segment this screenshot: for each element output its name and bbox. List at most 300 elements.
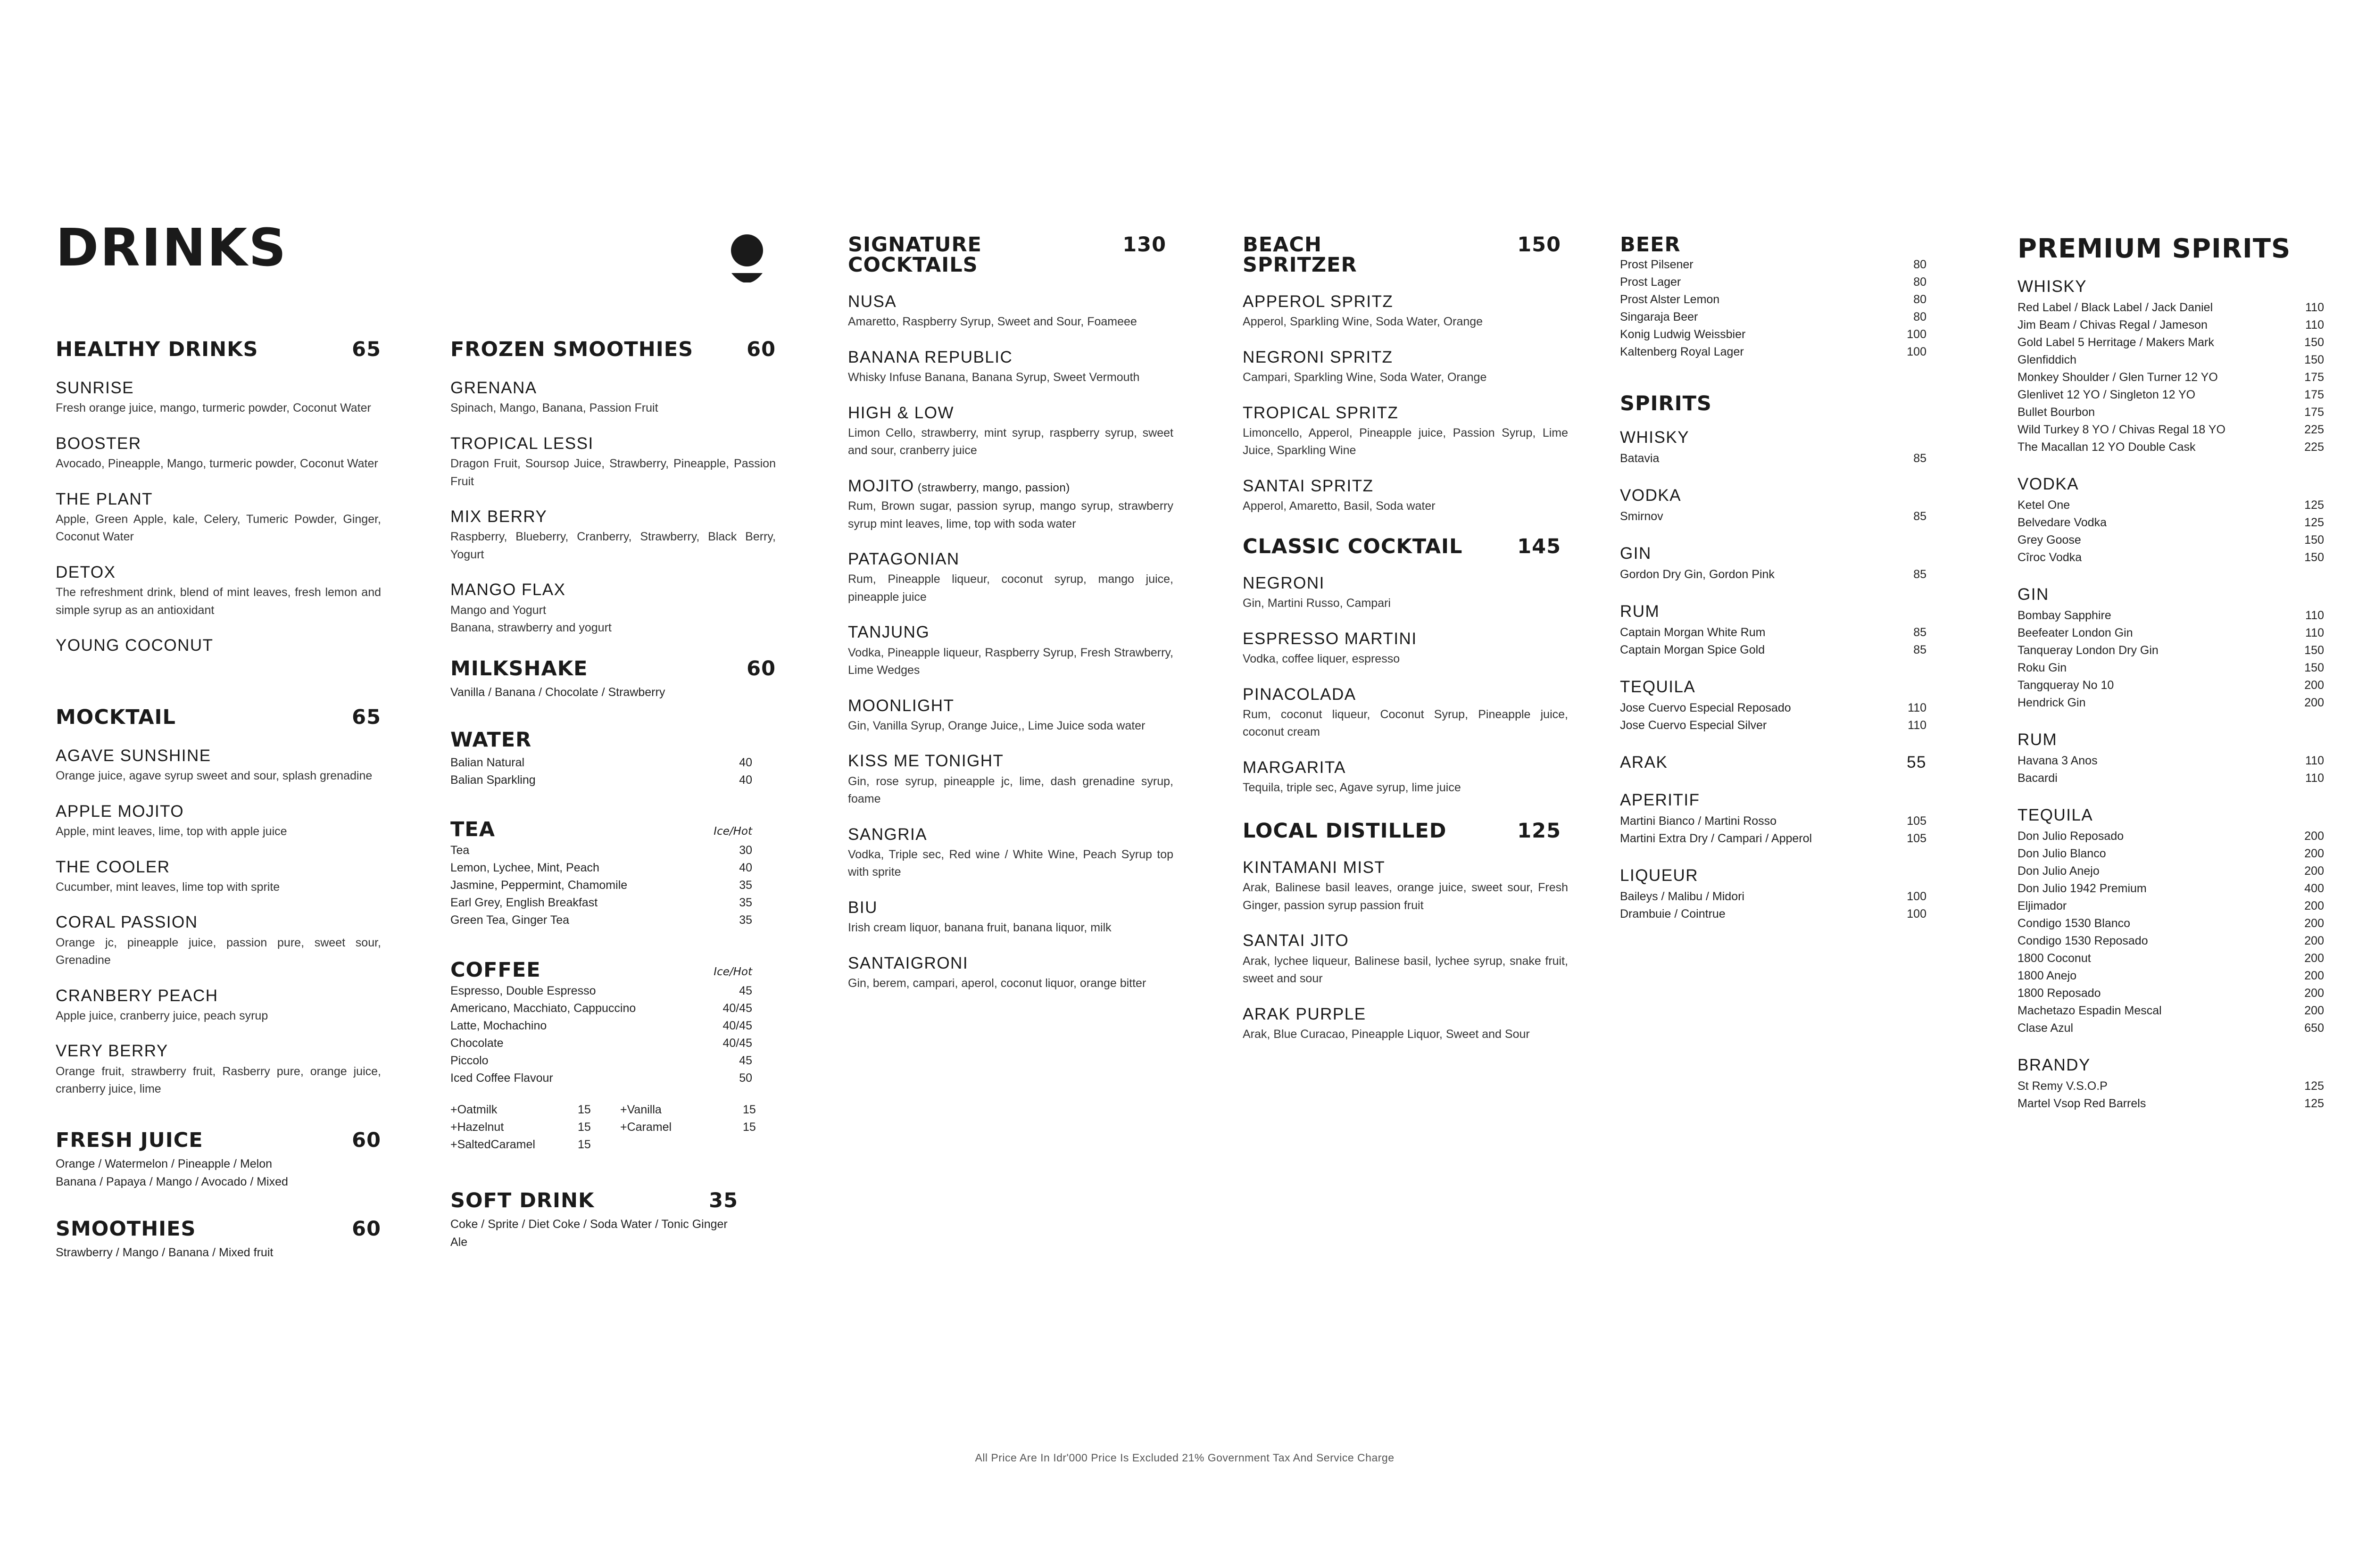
price-row xyxy=(2018,1002,2324,1020)
row-price: 100 xyxy=(1907,907,1926,921)
item-name: YOUNG COCONUT xyxy=(56,636,214,655)
menu-item xyxy=(848,404,1173,460)
row-price: 105 xyxy=(1907,832,1926,845)
section-title: BEER xyxy=(1620,233,1681,257)
item-desc: Arak, Balinese basil leaves, orange juice, sweet sour, Fresh Ginger, passion syrup passion fruit xyxy=(1243,881,1568,912)
item-name: MOJITO (strawberry, mango, passion) xyxy=(848,476,1070,495)
row-price: 125 xyxy=(2304,1079,2324,1093)
price-row xyxy=(450,772,752,789)
row-name: Red Label / Black Label / Jack Daniel xyxy=(2018,301,2213,314)
price-row xyxy=(1620,508,1926,525)
row-name: Jose Cuervo Especial Silver xyxy=(1620,719,1767,732)
item-desc: Spinach, Mango, Banana, Passion Fruit xyxy=(450,401,658,415)
spirit-group-title xyxy=(1620,866,1926,885)
item-desc: Apple, mint leaves, lime, top with apple juice xyxy=(56,825,287,838)
section-price: 130 xyxy=(1122,233,1166,257)
section-price: 60 xyxy=(747,338,776,361)
row-price: 125 xyxy=(2304,498,2324,512)
section-title: COCKTAILS xyxy=(848,253,978,277)
section-desc: Vanilla / Banana / Chocolate / Strawberry xyxy=(450,686,665,699)
item-name: SANGRIA xyxy=(848,825,928,844)
item-name: MOONLIGHT xyxy=(848,696,955,715)
spirit-group-title xyxy=(1620,678,1926,697)
row-price: 45 xyxy=(739,984,752,997)
section-title: SIGNATURE xyxy=(848,233,982,257)
section-desc: Banana / Papaya / Mango / Avocado / Mixed xyxy=(56,1175,288,1188)
row-name: Balian Sparkling xyxy=(450,773,536,787)
item-desc: Irish cream liquor, banana fruit, banana liquor, milk xyxy=(848,921,1112,934)
section-price: 125 xyxy=(1517,819,1561,843)
menu-item xyxy=(848,825,1173,881)
item-name: APPEROL SPRITZ xyxy=(1243,292,1394,311)
row-price: 200 xyxy=(2304,969,2324,982)
menu-item xyxy=(1243,758,1568,797)
item-desc: The refreshment drink, blend of mint leaves, fresh lemon and simple syrup as an antioxidant xyxy=(56,586,381,617)
item-desc: Apperol, Amaretto, Basil, Soda water xyxy=(1243,499,1436,513)
item-name: NEGRONI xyxy=(1243,574,1325,592)
spirit-group-rows xyxy=(1620,699,1926,734)
price-row xyxy=(2018,845,2324,863)
item-name: SANTAIGRONI xyxy=(848,954,969,972)
item-name: MANGO FLAX xyxy=(450,581,566,599)
group-name: RUM xyxy=(1620,602,1660,621)
group-name: APERITIF xyxy=(1620,791,1700,809)
price-row xyxy=(1620,641,1926,659)
price-row xyxy=(2018,334,2324,351)
section-price: 60 xyxy=(747,657,776,680)
item-name: GRENANA xyxy=(450,379,537,397)
signature-cocktails-section xyxy=(848,235,1173,992)
item-desc: Vodka, Pineapple liqueur, Raspberry Syrup, Fresh Strawberry, Lime Wedges xyxy=(848,646,1173,677)
premium-group-rows xyxy=(2018,607,2324,712)
group-name: GIN xyxy=(1620,544,1652,563)
item-desc: Vodka, coffee liquer, espresso xyxy=(1243,652,1400,665)
section-price: 60 xyxy=(352,1217,381,1241)
price-row xyxy=(2018,531,2324,549)
row-price: 150 xyxy=(2304,336,2324,349)
row-name: Condigo 1530 Blanco xyxy=(2018,917,2131,930)
item-name: MARGARITA xyxy=(1243,758,1346,777)
row-name: Batavia xyxy=(1620,452,1660,465)
addon-name: +Hazelnut xyxy=(450,1120,504,1134)
price-row xyxy=(2018,607,2324,624)
local-distilled-section xyxy=(1243,821,1568,1043)
menu-item xyxy=(1243,685,1568,741)
row-name: Chocolate xyxy=(450,1037,504,1050)
row-name: Eljimador xyxy=(2018,899,2067,913)
price-row xyxy=(2018,624,2324,642)
row-name: Prost Pilsener xyxy=(1620,258,1694,271)
item-desc: Gin, berem, campari, aperol, coconut liquor, orange bitter xyxy=(848,976,1146,990)
item-desc: Apperol, Sparkling Wine, Soda Water, Orange xyxy=(1243,315,1483,329)
menu-item xyxy=(450,507,776,564)
item-desc: Rum, Brown sugar, passion syrup, mango syrup, strawberry syrup mint leaves, lime, top with soda water xyxy=(848,499,1173,531)
section-title: FRESH JUICE xyxy=(56,1128,203,1152)
section-title: WATER xyxy=(450,728,532,752)
menu-item xyxy=(1243,931,1568,987)
ice-hot-label: Ice/Hot xyxy=(714,966,752,978)
price-row xyxy=(2018,369,2324,386)
row-price: 35 xyxy=(739,879,752,892)
section-price: 150 xyxy=(1517,233,1561,257)
row-price: 175 xyxy=(2304,388,2324,401)
price-row xyxy=(1620,624,1926,641)
row-price: 150 xyxy=(2304,644,2324,657)
price-row xyxy=(2018,1078,2324,1095)
section-title: HEALTHY DRINKS xyxy=(56,338,258,361)
group-price: 55 xyxy=(1907,753,1926,772)
price-row xyxy=(2018,828,2324,845)
price-row xyxy=(1620,888,1926,905)
group-name: WHISKY xyxy=(1620,428,1690,447)
price-row xyxy=(2018,863,2324,880)
item-name: CORAL PASSION xyxy=(56,913,198,932)
price-row xyxy=(2018,752,2324,770)
addon-name xyxy=(620,1136,743,1153)
row-name: 1800 Reposado xyxy=(2018,987,2101,1000)
row-name: Ketel One xyxy=(2018,498,2070,512)
price-row xyxy=(2018,659,2324,677)
price-row xyxy=(450,842,752,859)
price-row xyxy=(450,894,752,912)
price-row xyxy=(1620,566,1926,583)
price-row xyxy=(2018,316,2324,334)
row-price: 80 xyxy=(1913,310,1926,324)
menu-item xyxy=(56,858,381,896)
menu-item xyxy=(56,434,381,473)
row-price: 125 xyxy=(2304,1097,2324,1110)
section-desc: Orange / Watermelon / Pineapple / Melon xyxy=(56,1157,273,1170)
row-name: Martel Vsop Red Barrels xyxy=(2018,1097,2146,1110)
premium-group-rows xyxy=(2018,752,2324,787)
price-row xyxy=(1620,308,1926,326)
section-title: PREMIUM SPIRITS xyxy=(2018,233,2291,264)
section-price: 35 xyxy=(709,1189,738,1212)
menu-item xyxy=(848,954,1173,993)
premium-group-rows xyxy=(2018,497,2324,566)
row-price: 200 xyxy=(2304,679,2324,692)
row-price: 85 xyxy=(1913,643,1926,656)
spirits-section xyxy=(1620,394,1926,923)
row-name: Glenfiddich xyxy=(2018,353,2077,366)
section-price: 65 xyxy=(352,705,381,729)
mocktail-section xyxy=(56,707,381,1098)
row-price: 100 xyxy=(1907,890,1926,903)
item-desc: Avocado, Pineapple, Mango, turmeric powder, Coconut Water xyxy=(56,457,378,470)
menu-item xyxy=(848,348,1173,387)
row-price: 110 xyxy=(2305,609,2324,622)
group-name: VODKA xyxy=(1620,486,1682,505)
premium-spirits-section xyxy=(2018,233,2324,1112)
spirit-group-title xyxy=(1620,791,1926,810)
menu-item xyxy=(1243,292,1568,331)
item-name: KINTAMANI MIST xyxy=(1243,858,1386,877)
premium-group-title: BRANDY xyxy=(2018,1056,2091,1074)
section-price: 65 xyxy=(352,338,381,361)
item-desc: Gin, rose syrup, pineapple jc, lime, dash grenadine syrup, foame xyxy=(848,774,1173,805)
row-name: Don Julio 1942 Premium xyxy=(2018,882,2147,895)
item-name: SANTAI SPRITZ xyxy=(1243,476,1374,495)
item-name: ESPRESSO MARTINI xyxy=(1243,629,1417,648)
item-name: ARAK PURPLE xyxy=(1243,1004,1366,1023)
premium-group-title: TEQUILA xyxy=(2018,806,2093,824)
item-desc: Arak, lychee liqueur, Balinese basil, lychee syrup, snake fruit, sweet and sour xyxy=(1243,954,1568,985)
menu-item xyxy=(848,697,1173,735)
item-name: PATAGONIAN xyxy=(848,550,960,568)
price-row xyxy=(2018,770,2324,787)
addon-price: 15 xyxy=(578,1120,591,1134)
price-row xyxy=(2018,386,2324,404)
spirit-group-rows xyxy=(1620,450,1926,467)
item-note: (strawberry, mango, passion) xyxy=(914,481,1070,494)
section-price: 145 xyxy=(1517,535,1561,558)
spirit-group-rows xyxy=(1620,566,1926,583)
section-title: LOCAL DISTILLED xyxy=(1243,819,1447,843)
row-price: 105 xyxy=(1907,814,1926,828)
price-row xyxy=(450,877,752,894)
premium-group-rows xyxy=(2018,828,2324,1037)
price-row xyxy=(2018,549,2324,566)
row-price: 110 xyxy=(1908,719,1926,732)
row-price: 175 xyxy=(2304,406,2324,419)
row-name: Cîroc Vodka xyxy=(2018,551,2082,564)
milkshake-section xyxy=(450,659,776,702)
spirit-group-rows xyxy=(1620,624,1926,659)
row-name: Americano, Macchiato, Cappuccino xyxy=(450,1002,636,1015)
row-price: 85 xyxy=(1913,452,1926,465)
row-price: 40/45 xyxy=(722,1002,752,1015)
row-name: Jim Beam / Chivas Regal / Jameson xyxy=(2018,318,2208,332)
menu-item xyxy=(1243,404,1568,460)
row-name: Grey Goose xyxy=(2018,533,2081,547)
row-name: Belvedare Vodka xyxy=(2018,516,2107,529)
menu-item xyxy=(848,752,1173,808)
row-name: Roku Gin xyxy=(2018,661,2067,674)
beach-spritzer-section xyxy=(1243,235,1568,515)
price-row xyxy=(450,1000,752,1017)
menu-item xyxy=(56,802,381,841)
menu-item xyxy=(848,550,1173,606)
item-desc: Limoncello, Apperol, Pineapple juice, Passion Syrup, Lime Juice, Sparkling Wine xyxy=(1243,426,1568,457)
item-desc: Gin, Vanilla Syrup, Orange Juice,, Lime Juice soda water xyxy=(848,719,1146,732)
group-name: TEQUILA xyxy=(1620,678,1696,696)
section-title: MOCKTAIL xyxy=(56,705,176,729)
row-name: Martini Bianco / Martini Rosso xyxy=(1620,814,1777,828)
section-title: SPRITZER xyxy=(1243,253,1357,277)
item-name: DETOX xyxy=(56,563,116,581)
item-desc: Raspberry, Blueberry, Cranberry, Strawberry, Black Berry, Yogurt xyxy=(450,530,776,561)
section-price: 60 xyxy=(352,1128,381,1152)
row-price: 85 xyxy=(1913,510,1926,523)
price-row xyxy=(2018,421,2324,439)
row-name: St Remy V.S.O.P xyxy=(2018,1079,2108,1093)
row-name: Bacardi xyxy=(2018,772,2058,785)
price-row xyxy=(2018,1020,2324,1037)
item-desc: Fresh orange juice, mango, turmeric powder, Coconut Water xyxy=(56,401,371,415)
addon-price: 15 xyxy=(743,1103,756,1116)
menu-item xyxy=(848,898,1173,937)
spirit-group-title xyxy=(1620,428,1926,447)
price-row xyxy=(2018,404,2324,421)
row-price: 40 xyxy=(739,756,752,769)
row-name: Clase Azul xyxy=(2018,1021,2074,1035)
section-desc: Coke / Sprite / Diet Coke / Soda Water / Tonic Ginger Ale xyxy=(450,1218,728,1249)
item-desc: Orange jc, pineapple juice, passion pure, sweet sour, Grenadine xyxy=(56,936,381,967)
row-price: 80 xyxy=(1913,275,1926,289)
row-price: 110 xyxy=(2305,301,2324,314)
row-price: 200 xyxy=(2304,830,2324,843)
menu-item xyxy=(56,747,381,785)
addon-price: 15 xyxy=(578,1103,591,1116)
item-name: BOOSTER xyxy=(56,434,141,453)
row-price: 150 xyxy=(2304,551,2324,564)
menu-item xyxy=(1243,1005,1568,1044)
price-row xyxy=(1620,291,1926,308)
row-price: 225 xyxy=(2304,440,2324,454)
item-name: HIGH & LOW xyxy=(848,403,955,422)
row-name: Don Julio Blanco xyxy=(2018,847,2106,860)
price-row xyxy=(450,1052,752,1070)
row-name: Wild Turkey 8 YO / Chivas Regal 18 YO xyxy=(2018,423,2225,436)
menu-item xyxy=(56,563,381,619)
row-name: Monkey Shoulder / Glen Turner 12 YO xyxy=(2018,371,2218,384)
premium-group-title: WHISKY xyxy=(2018,277,2087,296)
row-price: 100 xyxy=(1907,328,1926,341)
beer-section xyxy=(1620,235,1926,361)
smoothies-section xyxy=(56,1219,381,1262)
section-title: CLASSIC COCKTAIL xyxy=(1243,535,1463,558)
row-price: 80 xyxy=(1913,258,1926,271)
menu-item xyxy=(848,623,1173,679)
price-row xyxy=(2018,497,2324,514)
menu-item xyxy=(848,292,1173,331)
price-row xyxy=(450,982,752,1000)
row-price: 110 xyxy=(2305,754,2324,767)
row-price: 200 xyxy=(2304,917,2324,930)
addon-name: +Vanilla xyxy=(620,1103,662,1116)
row-name: Tangqueray No 10 xyxy=(2018,679,2114,692)
row-price: 40/45 xyxy=(722,1019,752,1032)
price-row xyxy=(1620,256,1926,274)
price-row xyxy=(2018,694,2324,712)
price-row xyxy=(2018,1095,2324,1112)
price-row xyxy=(1620,450,1926,467)
addon-name: +Caramel xyxy=(620,1120,672,1134)
addon-price xyxy=(743,1136,776,1153)
group-name: ARAK xyxy=(1620,753,1668,772)
premium-group-title: RUM xyxy=(2018,730,2058,749)
item-name: BIU xyxy=(848,898,878,917)
menu-item xyxy=(450,379,776,417)
row-price: 85 xyxy=(1913,568,1926,581)
item-desc: Tequila, triple sec, Agave syrup, lime juice xyxy=(1243,781,1461,794)
tea-section xyxy=(450,820,752,929)
row-name: Martini Extra Dry / Campari / Apperol xyxy=(1620,832,1812,845)
menu-item xyxy=(1243,477,1568,515)
item-desc: Mango and Yogurt xyxy=(450,603,546,617)
menu-item xyxy=(450,581,776,637)
ice-hot-label: Ice/Hot xyxy=(714,825,752,838)
price-row xyxy=(2018,514,2324,531)
item-desc: Apple juice, cranberry juice, peach syrup xyxy=(56,1009,268,1022)
row-price: 110 xyxy=(2305,772,2324,785)
item-desc: Rum, coconut liqueur, Coconut Syrup, Pineapple juice, coconut cream xyxy=(1243,707,1568,739)
row-price: 110 xyxy=(2305,626,2324,639)
row-name: Captain Morgan White Rum xyxy=(1620,626,1766,639)
item-desc: Orange juice, agave syrup sweet and sour, splash grenadine xyxy=(56,769,373,783)
row-price: 200 xyxy=(2304,1004,2324,1017)
row-name: Gordon Dry Gin, Gordon Pink xyxy=(1620,568,1775,581)
row-name: Jose Cuervo Especial Reposado xyxy=(1620,701,1791,714)
item-name: KISS ME TONIGHT xyxy=(848,752,1004,771)
spirit-group-rows xyxy=(1620,508,1926,525)
item-desc: Amaretto, Raspberry Syrup, Sweet and Sour, Foameee xyxy=(848,315,1137,329)
premium-group-title: GIN xyxy=(2018,585,2049,604)
premium-group-rows xyxy=(2018,299,2324,456)
row-name: Smirnov xyxy=(1620,510,1663,523)
row-price: 200 xyxy=(2304,899,2324,913)
soft-drink-section xyxy=(450,1191,762,1251)
spirit-group-title xyxy=(1620,486,1926,505)
addon-price: 15 xyxy=(743,1120,756,1134)
price-row xyxy=(2018,439,2324,456)
section-title: MILKSHAKE xyxy=(450,657,588,680)
row-name: Kaltenberg Royal Lager xyxy=(1620,345,1744,358)
row-price: 650 xyxy=(2304,1021,2324,1035)
row-name: 1800 Anejo xyxy=(2018,969,2077,982)
section-title: BEACH xyxy=(1243,233,1322,257)
section-title: TEA xyxy=(450,818,495,841)
row-name: Espresso, Double Espresso xyxy=(450,984,596,997)
price-row xyxy=(450,912,752,929)
price-row xyxy=(2018,299,2324,316)
fresh-juice-section xyxy=(56,1130,381,1191)
row-name: Condigo 1530 Reposado xyxy=(2018,934,2148,947)
section-title: SPIRITS xyxy=(1620,392,1712,415)
row-price: 400 xyxy=(2304,882,2324,895)
spirit-group-title xyxy=(1620,753,1926,772)
row-price: 45 xyxy=(739,1054,752,1067)
price-row xyxy=(2018,897,2324,915)
price-row xyxy=(1620,699,1926,717)
item-desc: Rum, Pineapple liqueur, coconut syrup, mango juice, pineapple juice xyxy=(848,572,1173,604)
menu-item xyxy=(56,987,381,1025)
spirit-group-title xyxy=(1620,544,1926,563)
addon-name: +Oatmilk xyxy=(450,1103,498,1116)
price-row xyxy=(1620,905,1926,923)
row-price: 100 xyxy=(1907,345,1926,358)
group-name: LIQUEUR xyxy=(1620,866,1699,885)
item-name: TANJUNG xyxy=(848,623,930,642)
row-name: Drambuie / Cointrue xyxy=(1620,907,1726,921)
row-name: Tanqueray London Dry Gin xyxy=(2018,644,2159,657)
section-title: SOFT DRINK xyxy=(450,1189,595,1212)
coffee-addons xyxy=(450,1101,756,1153)
row-price: 35 xyxy=(739,896,752,909)
price-row xyxy=(2018,880,2324,897)
row-price: 80 xyxy=(1913,293,1926,306)
item-desc: Arak, Blue Curacao, Pineapple Liquor, Sweet and Sour xyxy=(1243,1027,1530,1041)
section-desc: Strawberry / Mango / Banana / Mixed fruit xyxy=(56,1246,274,1259)
item-desc: Apple, Green Apple, kale, Celery, Tumeric Powder, Ginger, Coconut Water xyxy=(56,512,381,544)
price-row xyxy=(1620,717,1926,734)
spirit-group-title xyxy=(1620,602,1926,621)
price-row xyxy=(450,754,752,772)
item-desc: Banana, strawberry and yogurt xyxy=(450,621,612,634)
price-row xyxy=(1620,274,1926,291)
row-name: Glenlivet 12 YO / Singleton 12 YO xyxy=(2018,388,2196,401)
price-row xyxy=(450,1035,752,1052)
